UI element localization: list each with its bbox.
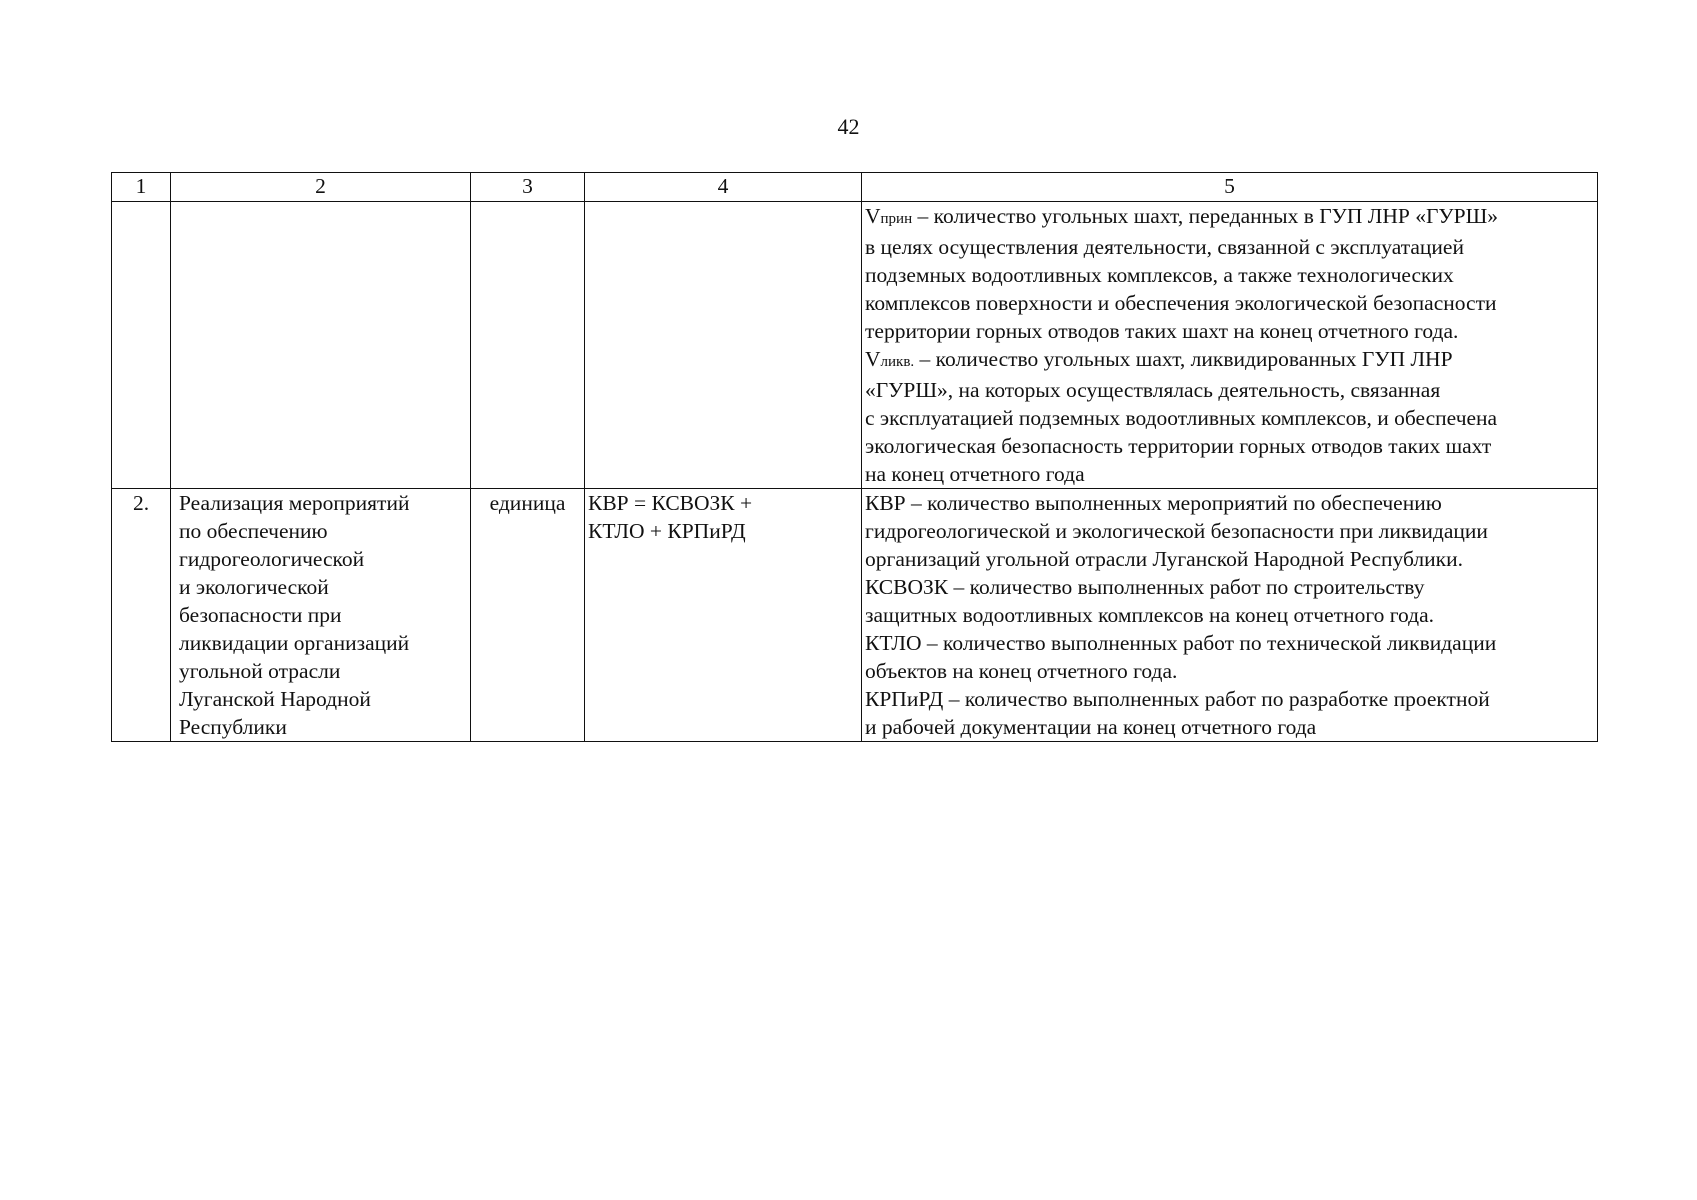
header-col-2: 2	[171, 173, 471, 202]
v-likv-line: на конец отчетного года	[865, 462, 1085, 486]
v-likv-subscript: ликв.	[880, 354, 915, 370]
description-line: организаций угольной отрасли Луганской Народной Республики.	[865, 547, 1463, 571]
v-prin-text: – количество угольных шахт, переданных в ГУП ЛНР «ГУРШ»	[912, 204, 1499, 228]
row1-col3-cell	[471, 202, 585, 489]
indicator-table	[111, 172, 1598, 742]
header-col-1: 1	[112, 173, 171, 202]
name-line: и экологической	[179, 575, 329, 599]
name-line: угольной отрасли	[179, 659, 341, 683]
description-line: КВР – количество выполненных мероприятий по обеспечению	[865, 491, 1442, 515]
table-row	[112, 202, 1598, 489]
header-col-4: 4	[585, 173, 862, 202]
row2-description-cell	[862, 489, 1598, 742]
v-likv-line: экологическая безопасность территории горных отводов таких шахт	[865, 434, 1492, 458]
name-line: гидрогеологической	[179, 547, 365, 571]
v-likv-symbol: V	[865, 347, 881, 371]
v-prin-subscript: прин	[880, 211, 913, 227]
name-line: Республики	[179, 715, 287, 739]
table-header-row	[112, 173, 1598, 202]
row2-number-cell: 2.	[112, 489, 171, 742]
row2-formula-cell	[585, 489, 862, 742]
row1-col2-cell	[171, 202, 471, 489]
v-prin-definition-line	[865, 202, 1594, 233]
name-line: Реализация мероприятий	[179, 491, 410, 515]
v-prin-line: подземных водоотливных комплексов, а также технологических	[865, 263, 1454, 287]
description-line: КТЛО – количество выполненных работ по технической ликвидации	[865, 631, 1497, 655]
header-col-5: 5	[862, 173, 1598, 202]
v-prin-line: территории горных отводов таких шахт на конец отчетного года.	[865, 319, 1459, 343]
v-likv-text: – количество угольных шахт, ликвидированных ГУП ЛНР	[914, 347, 1453, 371]
row1-col5-cell	[862, 202, 1598, 489]
v-likv-definition-line	[865, 345, 1594, 376]
description-line: и рабочей документации на конец отчетного года	[865, 715, 1317, 739]
v-prin-line: комплексов поверхности и обеспечения экологической безопасности	[865, 291, 1497, 315]
row1-col1-cell	[112, 202, 171, 489]
v-likv-line: с эксплуатацией подземных водоотливных комплексов, и обеспечена	[865, 406, 1498, 430]
description-line: КРПиРД – количество выполненных работ по разработке проектной	[865, 687, 1490, 711]
name-line: ликвидации организаций	[179, 631, 410, 655]
description-line: КСВОЗК – количество выполненных работ по строительству	[865, 575, 1425, 599]
v-prin-line: в целях осуществления деятельности, связанной с эксплуатацией	[865, 235, 1464, 259]
row2-unit-cell: единица	[471, 489, 585, 742]
page-number: 42	[837, 114, 860, 139]
name-line: безопасности при	[179, 603, 342, 627]
row1-col4-cell	[585, 202, 862, 489]
v-prin-symbol: V	[865, 204, 881, 228]
description-line: защитных водоотливных комплексов на конец отчетного года.	[865, 603, 1434, 627]
name-line: Луганской Народной	[179, 687, 371, 711]
v-likv-line: «ГУРШ», на которых осуществлялась деятельность, связанная	[865, 378, 1441, 402]
description-line: гидрогеологической и экологической безопасности при ликвидации	[865, 519, 1488, 543]
formula-line: КВР = КСВОЗК +	[588, 491, 753, 515]
description-line: объектов на конец отчетного года.	[865, 659, 1178, 683]
formula-line: КТЛО + КРПиРД	[588, 519, 746, 543]
table-row	[112, 489, 1598, 742]
header-col-3: 3	[471, 173, 585, 202]
row2-name-cell	[171, 489, 471, 742]
name-line: по обеспечению	[179, 519, 328, 543]
